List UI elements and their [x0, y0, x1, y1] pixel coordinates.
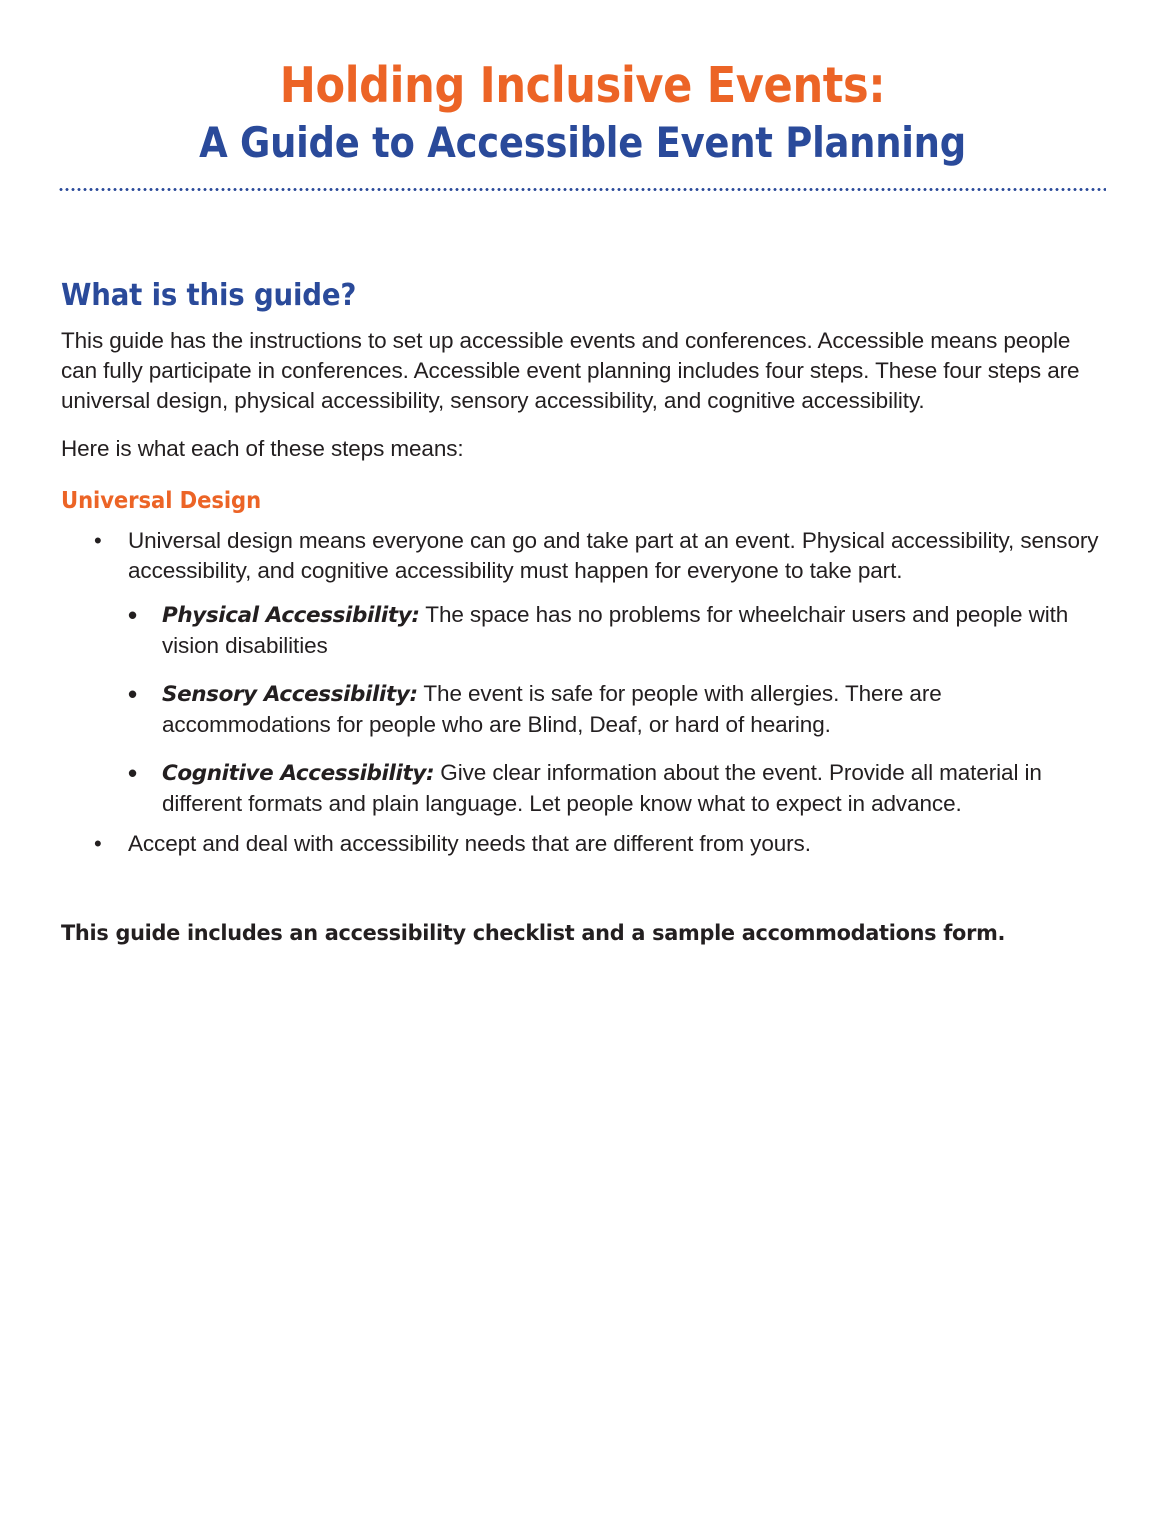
bullet-marker-icon: • [128, 758, 138, 788]
list-item [128, 758, 1107, 819]
content-spacer [61, 865, 1107, 919]
list-item [61, 526, 1107, 819]
term-physical-accessibility: Physical Accessibility: [162, 603, 420, 628]
list-item [128, 600, 1107, 661]
list-item [128, 679, 1107, 740]
document-title-primary: Holding Inclusive Events: [279, 57, 886, 114]
steps-lead-in-paragraph: Here is what each of these steps means: [61, 436, 464, 461]
universal-design-bullet-list [61, 526, 1107, 859]
section-heading-what-is-this-guide: What is this guide? [61, 278, 357, 313]
bullet-marker-icon: • [94, 528, 102, 553]
bullet-text: Accept and deal with accessibility needs that are different from yours. [128, 831, 811, 856]
document-title-secondary: A Guide to Accessible Event Planning [199, 118, 966, 167]
closing-statement: This guide includes an accessibility checklist and a sample accommodations form. [61, 921, 1006, 946]
term-cognitive-accessibility: Cognitive Accessibility: [162, 761, 435, 786]
list-item [61, 829, 1107, 859]
accessibility-types-sublist [128, 600, 1107, 819]
term-sensory-accessibility: Sensory Accessibility: [162, 682, 418, 707]
bullet-text: Universal design means everyone can go and take part at an event. Physical accessibility, sensory accessibility, and cognitive accessibility must happen for everyone to take part. [128, 528, 1099, 583]
document-body [61, 278, 1107, 949]
bullet-marker-icon: • [128, 600, 138, 630]
term-definition: The space has no problems for wheelchair users and people with vision disabilities [162, 602, 1069, 658]
subsection-heading-universal-design: Universal Design [61, 488, 262, 514]
bullet-marker-icon: • [94, 831, 102, 856]
document-header [0, 0, 1165, 168]
bullet-marker-icon: • [128, 679, 138, 709]
term-definition: Give clear information about the event. Provide all material in different formats and plain language. Let people know what to expect in advance. [162, 760, 1042, 816]
intro-paragraph: This guide has the instructions to set up accessible events and conferences. Accessible means people can fully participate in conferences. Accessible event planning includes four steps. These four steps are universal design, physical accessibility, sensory accessibility, and cognitive accessibility. [61, 328, 1080, 413]
header-dotted-divider [58, 188, 1106, 191]
term-definition: The event is safe for people with allergies. There are accommodations for people who are Blind, Deaf, or hard of hearing. [162, 681, 942, 737]
